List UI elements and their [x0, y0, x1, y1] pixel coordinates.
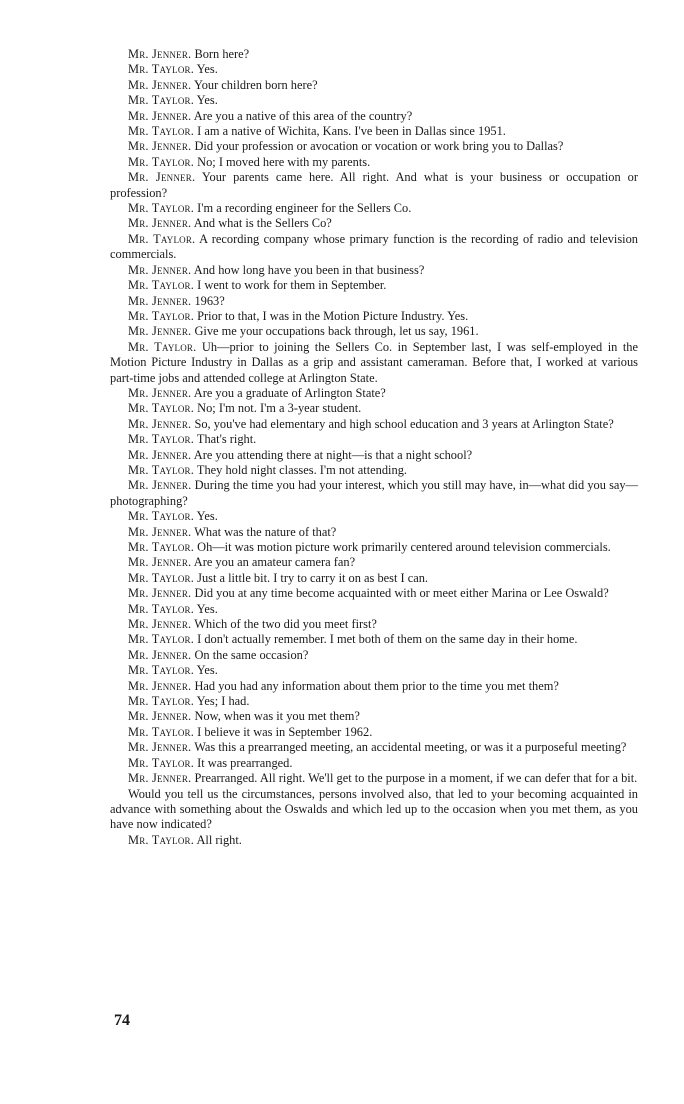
- speaker-name: Mr. Taylor.: [128, 540, 195, 554]
- statement-text: Yes.: [196, 93, 218, 108]
- transcript-paragraph: [110, 555, 638, 570]
- statement-text: Yes; I had.: [196, 694, 250, 709]
- transcript-paragraph: [110, 571, 638, 586]
- statement-text: Yes.: [196, 62, 218, 77]
- statement-text: All right.: [196, 832, 242, 847]
- statement-text: Prior to that, I was in the Motion Picture Industry. Yes.: [197, 308, 469, 323]
- speaker-name: Mr. Taylor.: [128, 663, 195, 678]
- transcript-paragraph: [110, 62, 638, 77]
- statement-text: So, you've had elementary and high school education and 3 years at Arlington State?: [194, 416, 614, 431]
- transcript-paragraph: [110, 93, 638, 108]
- statement-text: I went to work for them in September.: [197, 278, 387, 293]
- statement-text: Uh—prior to joining the Sellers Co. in September last, I was self-employed in the Motion Picture Industry in Dallas as a grip and assistant cameraman. Before that, I worked at various part-time jobs and attended college at Arlington State.: [110, 339, 639, 385]
- speaker-name: Mr. Jenner.: [128, 771, 192, 786]
- transcript-paragraph: [110, 340, 638, 386]
- speaker-name: Mr. Taylor.: [128, 278, 195, 293]
- transcript-paragraph: [110, 309, 638, 324]
- transcript-paragraph: [110, 201, 638, 216]
- speaker-name: Mr. Jenner.: [128, 262, 192, 277]
- statement-text: Just a little bit. I try to carry it on as best I can.: [197, 570, 429, 585]
- testimony-page: [110, 47, 638, 848]
- transcript-paragraph: [110, 740, 638, 755]
- speaker-name: Mr. Jenner.: [128, 647, 192, 662]
- transcript-paragraph: [110, 109, 638, 124]
- speaker-name: Mr. Taylor.: [128, 509, 195, 524]
- transcript-paragraph: [110, 278, 638, 293]
- transcript-paragraph: [110, 216, 638, 231]
- speaker-name: Mr. Jenner.: [128, 324, 192, 339]
- statement-text: No; I moved here with my parents.: [197, 154, 371, 169]
- statement-text: No; I'm not. I'm a 3-year student.: [197, 401, 362, 416]
- speaker-name: Mr. Taylor.: [128, 93, 195, 108]
- statement-text: During the time you had your interest, which you still may have, in—what did you say—photographing?: [110, 478, 638, 508]
- statement-text: What was the nature of that?: [194, 524, 337, 539]
- statement-text: They hold night classes. I'm not attending.: [196, 462, 407, 477]
- transcript-paragraph: [110, 401, 638, 416]
- statement-text: That's right.: [196, 432, 257, 447]
- speaker-name: Mr. Jenner.: [128, 47, 192, 61]
- transcript-paragraph: [110, 294, 638, 309]
- transcript-paragraph: [110, 787, 638, 833]
- transcript-paragraph: [110, 386, 638, 401]
- speaker-name: Mr. Jenner.: [128, 740, 192, 755]
- speaker-name: Mr. Jenner.: [128, 139, 192, 154]
- speaker-name: Mr. Jenner.: [128, 170, 196, 185]
- speaker-name: Mr. Taylor.: [128, 124, 195, 139]
- transcript-paragraph: [110, 463, 638, 478]
- transcript-paragraph: [110, 432, 638, 447]
- speaker-name: Mr. Taylor.: [128, 201, 195, 216]
- statement-text: On the same occasion?: [194, 647, 309, 662]
- speaker-name: Mr. Taylor.: [128, 339, 197, 354]
- speaker-name: Mr. Jenner.: [128, 216, 192, 231]
- speaker-name: Mr. Taylor.: [128, 401, 195, 416]
- statement-text: I'm a recording engineer for the Sellers Co.: [197, 201, 412, 216]
- statement-text: Are you an amateur camera fan?: [193, 555, 356, 570]
- transcript-paragraph: [110, 694, 638, 709]
- statement-text: Prearranged. All right. We'll get to the purpose in a moment, if we can defer that for a bit.: [194, 771, 638, 786]
- transcript-paragraph: [110, 756, 638, 771]
- transcript-paragraph: [110, 648, 638, 663]
- speaker-name: Mr. Taylor.: [128, 632, 195, 647]
- speaker-name: Mr. Jenner.: [128, 447, 192, 462]
- speaker-name: Mr. Jenner.: [128, 293, 192, 308]
- statement-text: Yes.: [196, 509, 218, 524]
- statement-text: And how long have you been in that business?: [193, 262, 425, 277]
- transcript-paragraph: [110, 525, 638, 540]
- transcript-paragraph: [110, 478, 638, 509]
- statement-text: Oh—it was motion picture work primarily centered around television commercials.: [197, 540, 611, 554]
- speaker-name: Mr. Taylor.: [128, 724, 195, 739]
- transcript-paragraph: [110, 602, 638, 617]
- transcript-paragraph: [110, 139, 638, 154]
- statement-text: Was this a prearranged meeting, an accidental meeting, or was it a purposeful meeting?: [194, 740, 627, 755]
- speaker-name: Mr. Taylor.: [128, 154, 195, 169]
- transcript-paragraph: [110, 78, 638, 93]
- transcript-paragraph: [110, 417, 638, 432]
- statement-text: Had you had any information about them prior to the time you met them?: [194, 678, 559, 693]
- speaker-name: Mr. Taylor.: [128, 462, 195, 477]
- speaker-name: Mr. Jenner.: [128, 524, 192, 539]
- transcript-paragraph: [110, 232, 638, 263]
- statement-text: Your parents came here. All right. And what is your business or occupation or profession?: [110, 170, 638, 200]
- speaker-name: Mr. Taylor.: [128, 432, 195, 447]
- speaker-name: Mr. Jenner.: [128, 586, 192, 601]
- statement-text: I believe it was in September 1962.: [197, 724, 373, 739]
- statement-text: Yes.: [196, 663, 218, 678]
- speaker-name: Mr. Taylor.: [128, 231, 196, 246]
- statement-text: Are you a native of this area of the country?: [193, 108, 413, 123]
- statement-text: Did your profession or avocation or vocation or work bring you to Dallas?: [194, 139, 564, 154]
- speaker-name: Mr. Jenner.: [128, 77, 192, 92]
- transcript-paragraph: [110, 725, 638, 740]
- transcript-paragraph: [110, 124, 638, 139]
- statement-text: Which of the two did you meet first?: [194, 617, 377, 632]
- statement-text: And what is the Sellers Co?: [193, 216, 332, 231]
- statement-text: Yes.: [196, 601, 218, 616]
- transcript-paragraph: [110, 170, 638, 201]
- speaker-name: Mr. Jenner.: [128, 617, 192, 632]
- statement-text: 1963?: [194, 293, 225, 308]
- transcript-paragraph: [110, 679, 638, 694]
- transcript-paragraph: [110, 324, 638, 339]
- transcript-paragraph: [110, 833, 638, 848]
- statement-text: I don't actually remember. I met both of them on the same day in their home.: [197, 632, 578, 647]
- statement-text: Would you tell us the circumstances, persons involved also, that led to your becoming acquainted in advance with something about the Oswalds and which led up to the occasion when you met them, as you have now indicated?: [110, 786, 638, 832]
- speaker-name: Mr. Jenner.: [128, 709, 192, 724]
- speaker-name: Mr. Jenner.: [128, 478, 192, 493]
- speaker-name: Mr. Taylor.: [128, 570, 195, 585]
- transcript-paragraph: [110, 617, 638, 632]
- speaker-name: Mr. Taylor.: [128, 62, 195, 77]
- statement-text: Give me your occupations back through, let us say, 1961.: [194, 324, 479, 339]
- statement-text: Are you a graduate of Arlington State?: [193, 385, 386, 400]
- statement-text: Now, when was it you met them?: [194, 709, 360, 724]
- statement-text: Your children born here?: [193, 77, 318, 92]
- speaker-name: Mr. Jenner.: [128, 678, 192, 693]
- transcript-paragraph: [110, 709, 638, 724]
- statement-text: I am a native of Wichita, Kans. I've been in Dallas since 1951.: [197, 124, 506, 139]
- speaker-name: Mr. Taylor.: [128, 308, 195, 323]
- statement-text: Did you at any time become acquainted with or meet either Marina or Lee Oswald?: [194, 586, 609, 601]
- transcript-paragraph: [110, 263, 638, 278]
- speaker-name: Mr. Jenner.: [128, 108, 192, 123]
- transcript-body: [110, 47, 638, 848]
- speaker-name: Mr. Jenner.: [128, 555, 192, 570]
- speaker-name: Mr. Jenner.: [128, 385, 192, 400]
- statement-text: A recording company whose primary function is the recording of radio and television commercials.: [110, 231, 639, 262]
- transcript-paragraph: [110, 47, 638, 62]
- transcript-paragraph: [110, 663, 638, 678]
- speaker-name: Mr. Jenner.: [128, 416, 192, 431]
- transcript-paragraph: [110, 586, 638, 601]
- transcript-paragraph: [110, 448, 638, 463]
- speaker-name: Mr. Taylor.: [128, 601, 195, 616]
- speaker-name: Mr. Taylor.: [128, 832, 195, 847]
- transcript-paragraph: [110, 509, 638, 524]
- page-number: 74: [114, 1012, 130, 1029]
- transcript-paragraph: [110, 632, 638, 647]
- speaker-name: Mr. Taylor.: [128, 755, 195, 770]
- statement-text: It was prearranged.: [197, 755, 293, 770]
- transcript-paragraph: [110, 540, 638, 555]
- transcript-paragraph: [110, 771, 638, 786]
- transcript-paragraph: [110, 155, 638, 170]
- speaker-name: Mr. Taylor.: [128, 694, 195, 709]
- statement-text: Born here?: [194, 47, 250, 61]
- statement-text: Are you attending there at night—is that a night school?: [193, 447, 473, 462]
